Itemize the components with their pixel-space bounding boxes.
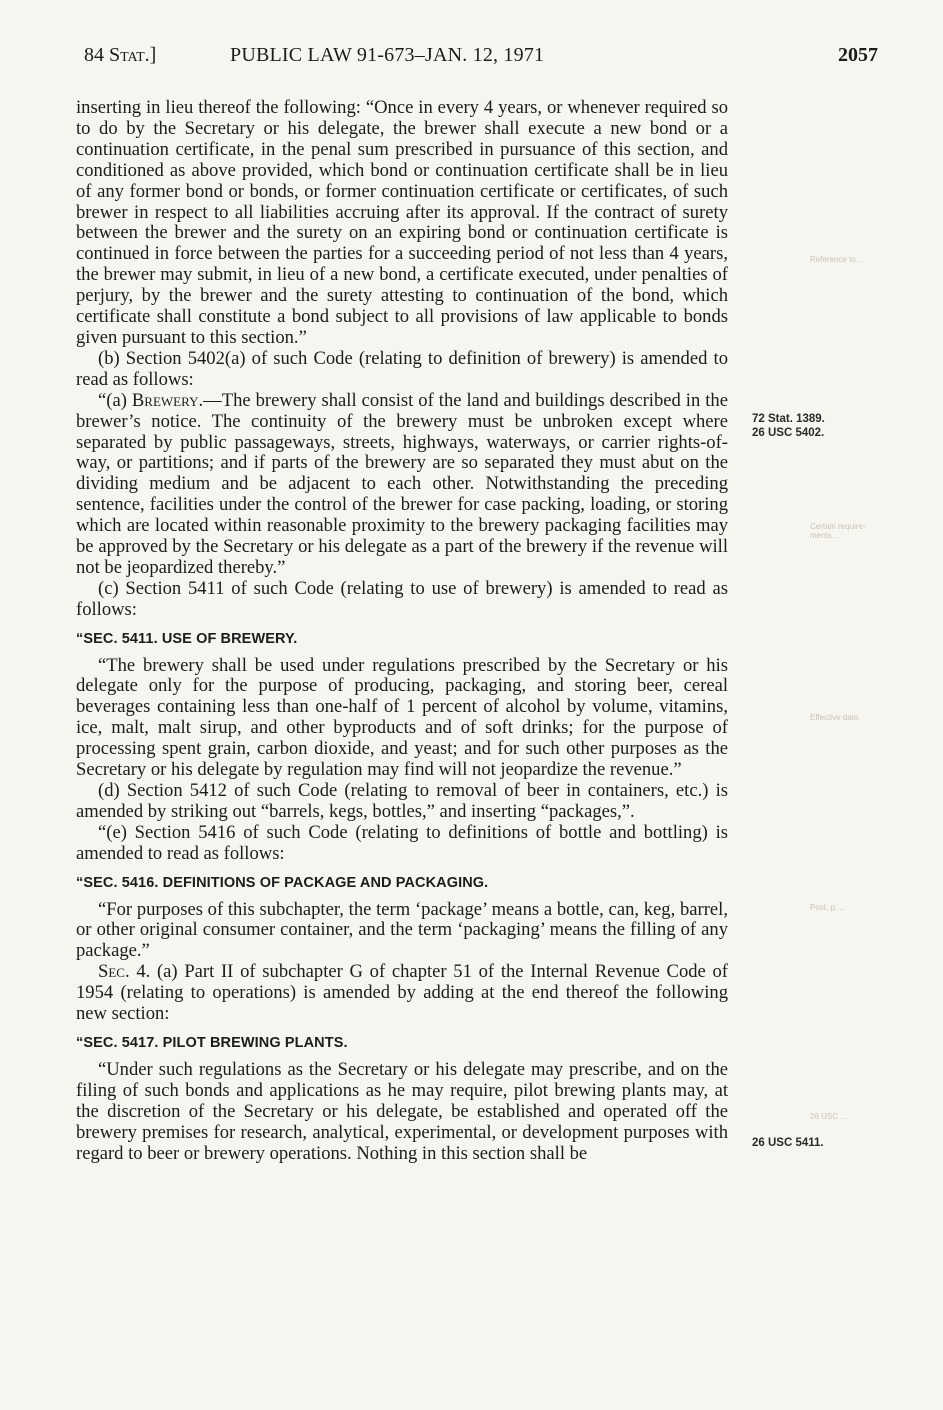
section-heading-5417: “SEC. 5417. PILOT BREWING PLANTS. (76, 1034, 348, 1051)
running-title: PUBLIC LAW 91-673–JAN. 12, 1971 (230, 44, 545, 66)
section-heading-5416: “SEC. 5416. DEFINITIONS OF PACKAGE AND PACKAGING. (76, 874, 489, 891)
paragraph-section-b: (b) Section 5402(a) of such Code (relating to definition of brewery) is amended to read as follows: (76, 347, 728, 390)
defined-term: Brewery (131, 389, 199, 411)
bleed-through-text: 26 USC ... (810, 1112, 847, 1121)
page-number: 2057 (838, 44, 878, 66)
sec-label: Sec. (98, 961, 130, 983)
bleed-through-text: Reference to... (810, 255, 863, 264)
margin-note-line: 26 USC 5402. (752, 427, 825, 439)
paragraph-text: .—The brewery shall consist of the land and buildings described in the brewer’s notice. The continuity of the brewery must be unbroken except where separated by public passageways, streets, highways, waterways, or carrier rights-of-way, or partitions; and if parts of the brewery are so separated they must abut on the dividing medium and be adjacent to each other. Notwithstanding the preceding sentence, facilities under the control of the brewer for case packing, loading, or storing which are located within reasonable proximity to the brewery packaging facilities may be approved by the Secretary or his delegate as a part of the brewery if the revenue will not be jeopardized thereby.” (76, 389, 728, 578)
volume-label: Stat. (109, 44, 150, 66)
margin-note-line: 72 Stat. 1389. (752, 413, 825, 425)
bleed-through-text: Post, p. ... (810, 903, 847, 912)
paragraph-text: 4. (a) Part II of subchapter G of chapter 51 of the Internal Revenue Code of 1954 (relating to operations) is amended by adding at the end thereof the following new section: (76, 961, 728, 1025)
paragraph-section-e: “(e) Section 5416 of such Code (relating to definitions of bottle and bottling) is amended to read as follows: (76, 821, 728, 864)
volume-citation (84, 44, 156, 67)
paragraph-package-definition: “For purposes of this subchapter, the term ‘package’ means a bottle, can, keg, barrel, or other original consumer container, and the term ‘packaging’ means the filling of any package.” (76, 898, 728, 962)
margin-note-usc-5411: 26 USC 5411. (752, 1137, 824, 1149)
bleed-through-text: Effective date. (810, 713, 861, 722)
paragraph-use-of-brewery: “The brewery shall be used under regulations prescribed by the Secretary or his delegate only for the purpose of producing, packaging, and storing beer, cereal beverages containing less than one-half of 1 percent of alcohol by volume, vitamins, ice, malt, malt sirup, and other byproducts and of soft drinks; for the purpose of processing spent grain, carbon dioxide, and yeast; and for such other purposes as the Secretary or his delegate by regulation may find will not jeopardize the revenue.” (76, 654, 728, 781)
paragraph-continuation: inserting in lieu thereof the following: “Once in every 4 years, or whenever required so to do by the Secretary or his delegate, the brewer shall execute a new bond or a continuation certificate, in the penal sum prescribed in pursuance of this section, and conditioned as above provided, which bond or continuation certificate shall be in lieu of any former bond or bonds, or former continuation certificate or certificates, of such brewer in respect to all liabilities accruing after its approval. If the contract of surety between the brewer and the surety on an expiring bond or continuation certificate is continued in force between the parties for a succeeding period of not less than 4 years, the brewer may submit, in lieu of a new bond, a certificate executed, under penalties of perjury, by the brewer and the surety attesting to continuation of the bond, which certificate shall constitute a bond subject to all provisions of law applicable to bonds given pursuant to this section.” (76, 97, 728, 348)
bleed-through-text: Certain require- ments... (810, 522, 866, 540)
paragraph-brewery-definition (76, 391, 728, 579)
paragraph-section-d: (d) Section 5412 of such Code (relating to removal of beer in containers, etc.) is amended by striking out “barrels, kegs, bottles,” and inserting “packages,”. (76, 780, 728, 822)
paragraph-pilot-plants: “Under such regulations as the Secretary or his delegate may prescribe, and on the filing of such bonds and applications as he may require, pilot brewing plants may, at the discretion of the Secretary or his delegate, be established and operated off the brewery premises for research, analytical, experimental, or development purposes with regard to beer or brewery operations. Nothing in this section shall be (76, 1058, 728, 1164)
paragraph-lead: “(a) (98, 389, 132, 411)
paragraph-sec-4 (76, 962, 728, 1025)
page-header (78, 44, 878, 74)
bracket: ] (149, 44, 157, 66)
volume-number: 84 (84, 44, 104, 66)
page-body (76, 98, 728, 1164)
paragraph-section-c: (c) Section 5411 of such Code (relating to use of brewery) is amended to read as follows: (76, 577, 728, 620)
margin-note-stat-1389 (752, 412, 892, 440)
section-heading-5411: “SEC. 5411. USE OF BREWERY. (76, 630, 298, 647)
